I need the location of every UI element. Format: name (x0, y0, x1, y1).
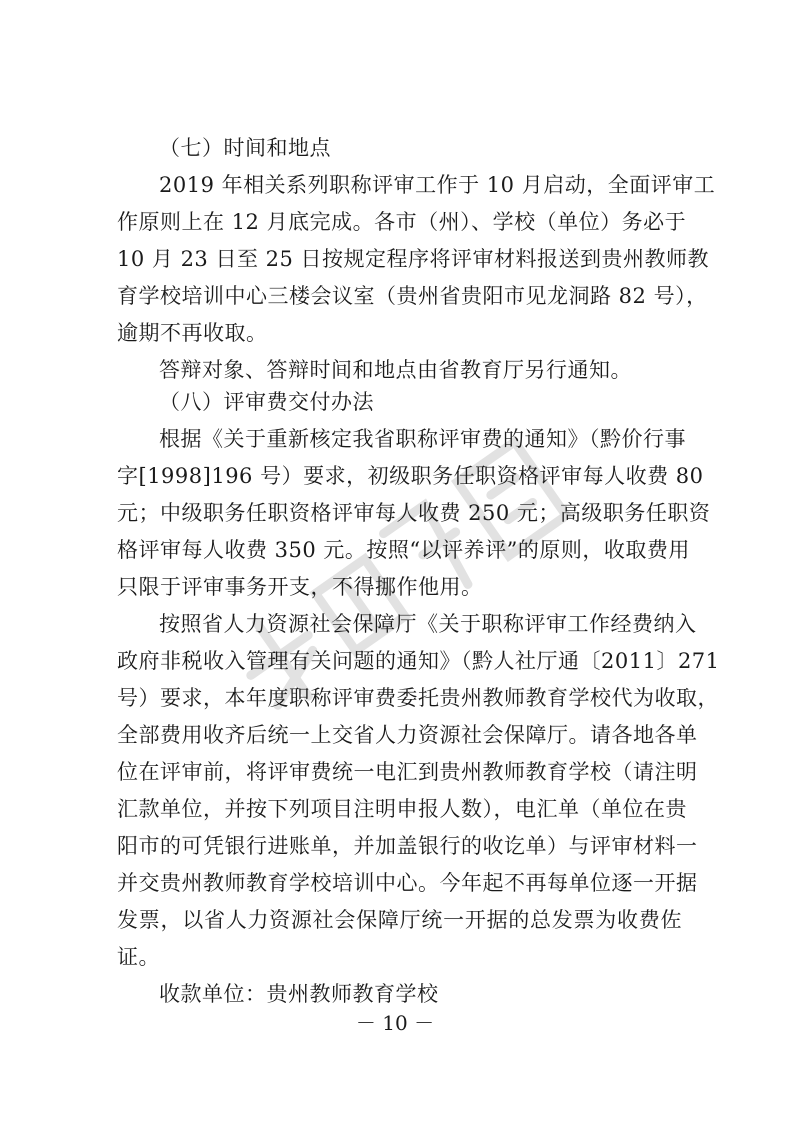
paragraph-3-line-2: 字[1998]196 号）要求，初级职务任职资格评审每人收费 80 (117, 464, 704, 488)
paragraph-1-line-2: 作原则上在 12 月底完成。各市（州）、学校（单位）务必于 (117, 210, 687, 234)
paragraph-3-line-5: 只限于评审事务开支，不得挪作他用。 (117, 575, 483, 599)
paragraph-3-line-1: 根据《关于重新核定我省职称评审费的通知》（黔价行事 (159, 427, 686, 451)
paragraph-2-line-1: 答辩对象、答辩时间和地点由省教育厅另行通知。 (159, 358, 632, 382)
paragraph-4-line-7: 阳市的可凭银行进账单，并加盖银行的收讫单）与评审材料一 (117, 834, 698, 858)
paragraph-4-line-3: 号）要求，本年度职称评审费委托贵州教师教育学校代为收取， (117, 686, 719, 710)
paragraph-5-line-1: 收款单位：贵州教师教育学校 (159, 982, 439, 1006)
paragraph-1-line-4: 育学校培训中心三楼会议室（贵州省贵阳市见龙洞路 82 号）， (117, 284, 708, 308)
paragraph-4-line-4: 全部费用收齐后统一上交省人力资源社会保障厅。请各地各单 (117, 723, 698, 747)
paragraph-1-line-1: 2019 年相关系列职称评审工作于 10 月启动，全面评审工 (159, 173, 716, 197)
section-heading-7: （七）时间和地点 (159, 136, 331, 160)
paragraph-3-line-4: 格评审每人收费 350 元。按照“以评养评”的原则，收取费用 (117, 538, 690, 562)
paragraph-4-line-9: 发票，以省人力资源社会保障厅统一开据的总发票为收费佐 (117, 908, 682, 932)
section-heading-8: （八）评审费交付办法 (159, 390, 374, 414)
paragraph-4-line-8: 并交贵州教师教育学校培训中心。今年起不再每单位逐一开据 (117, 871, 698, 895)
paragraph-1-line-5: 逾期不再收取。 (117, 321, 268, 345)
page-number: － 10 － (355, 1011, 435, 1035)
paragraph-4-line-10: 证。 (117, 945, 160, 969)
paragraph-4-line-1: 按照省人力资源社会保障厅《关于职称评审工作经费纳入 (159, 612, 697, 636)
paragraph-1-line-3: 10 月 23 日至 25 日按规定程序将评审材料报送到贵州教师教 (117, 247, 710, 271)
paragraph-4-line-2: 政府非税收入管理有关问题的通知》（黔人社厅通〔2011〕271 (117, 649, 720, 673)
paragraph-4-line-6: 汇款单位，并按下列项目注明申报人数），电汇单（单位在贵 (117, 797, 687, 821)
paragraph-4-line-5: 位在评审前，将评审费统一电汇到贵州教师教育学校（请注明 (117, 760, 698, 784)
paragraph-3-line-3: 元；中级职务任职资格评审每人收费 250 元；高级职务任职资 (117, 501, 711, 525)
